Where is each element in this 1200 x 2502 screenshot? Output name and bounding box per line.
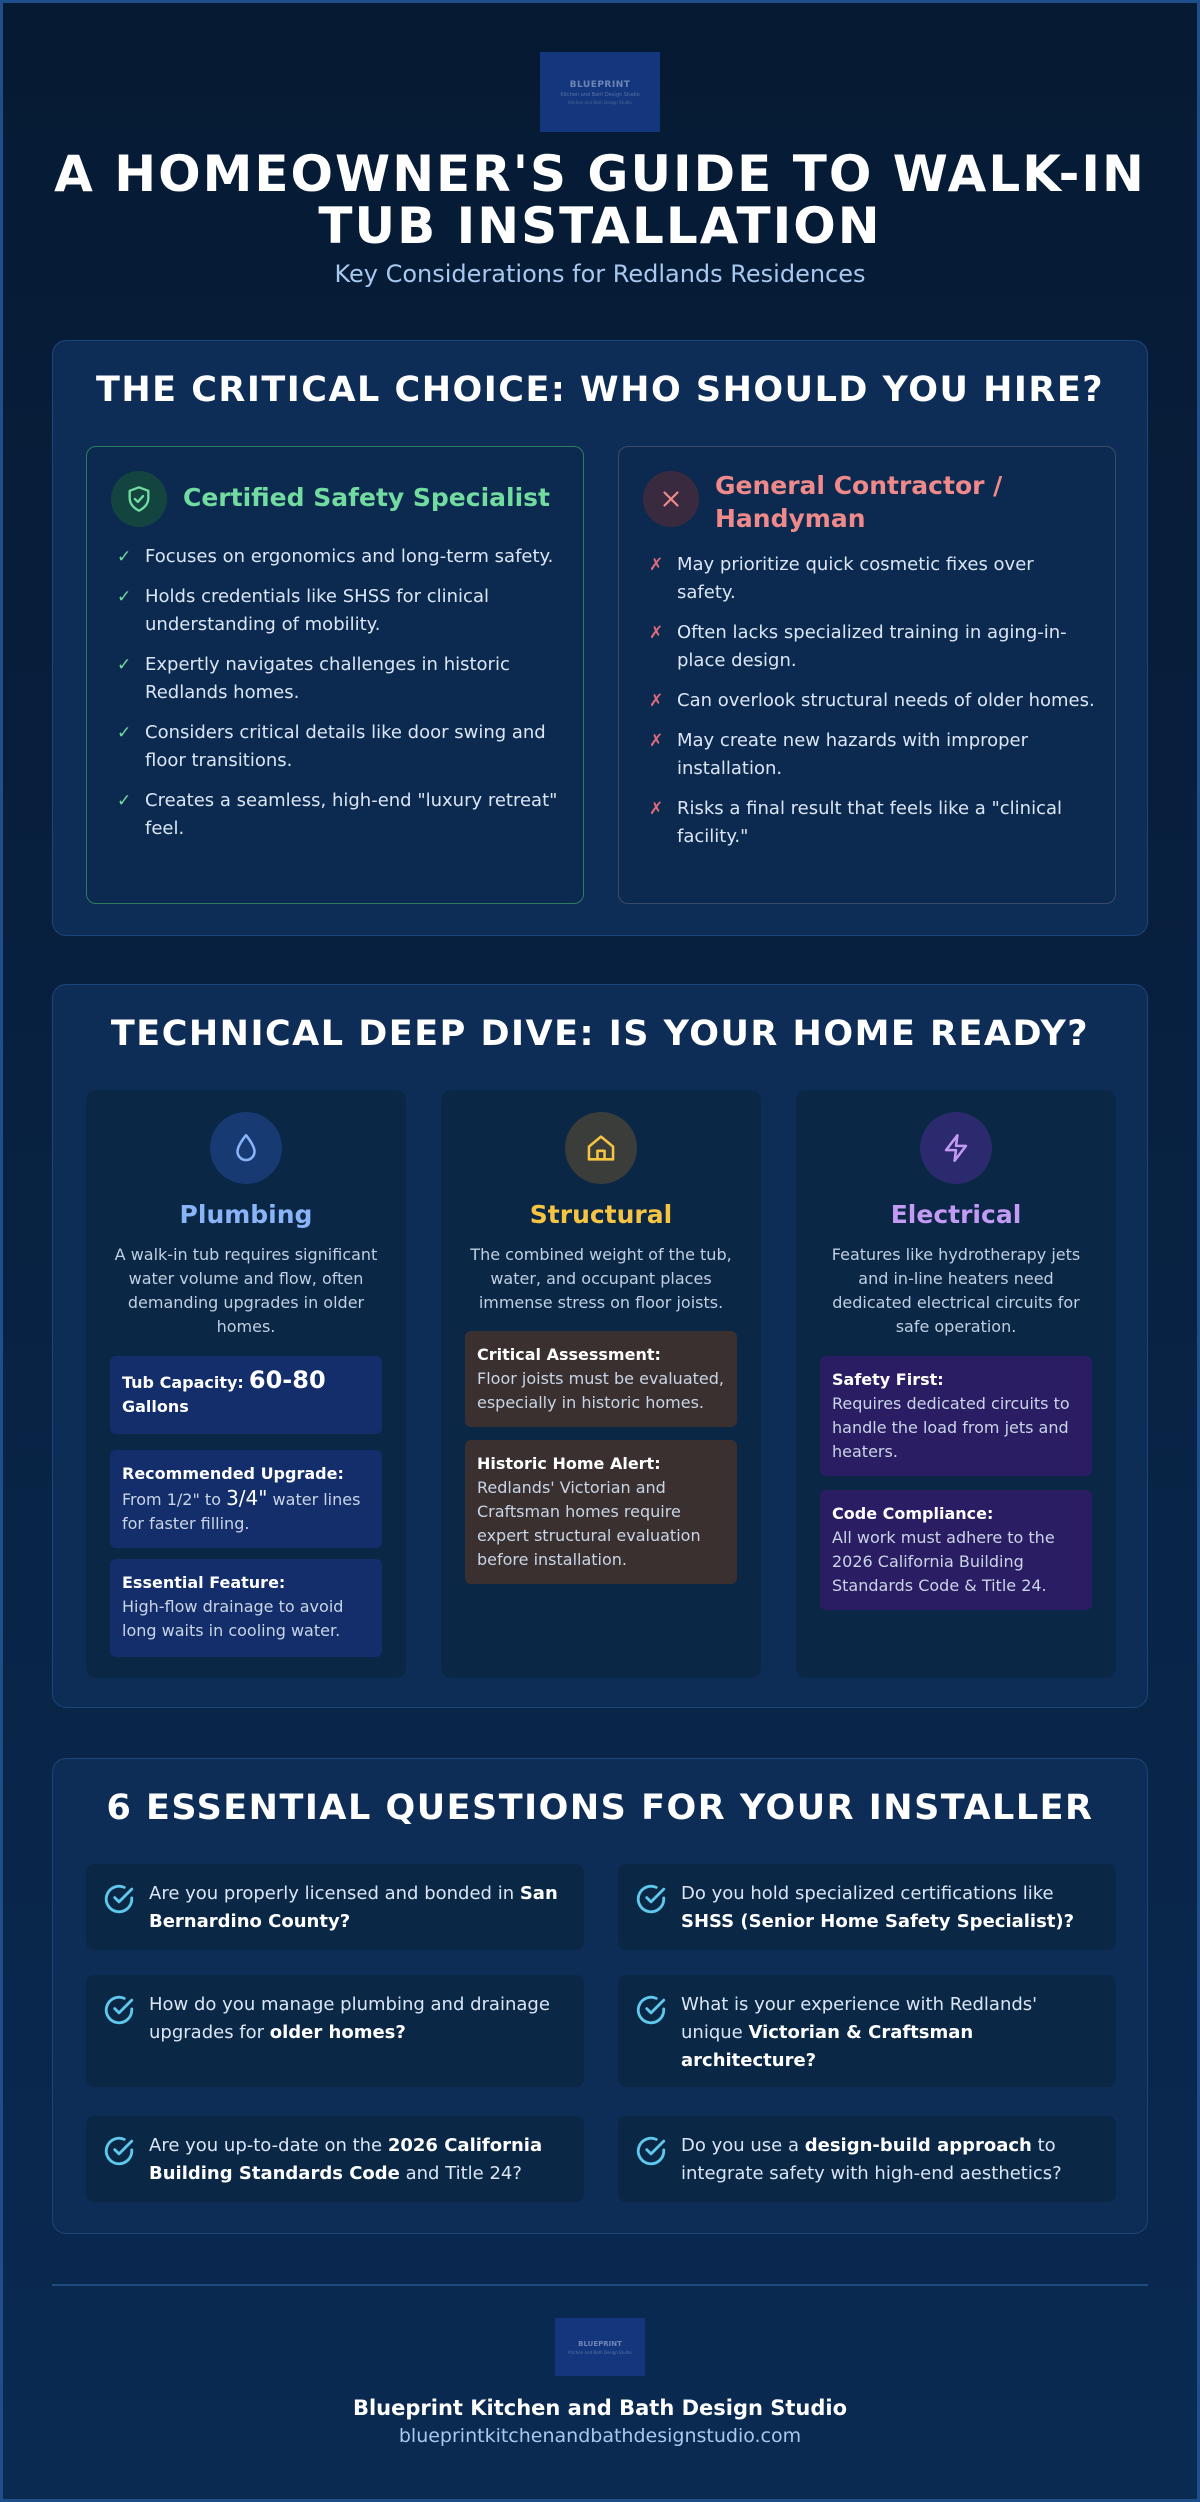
footer-logo (555, 2318, 645, 2376)
safety-first-label: Safety First: (832, 1370, 944, 1389)
company-website-link[interactable]: blueprintkitchenandbathdesignstudio.com (398, 2425, 802, 2447)
company-logo (540, 52, 660, 132)
check-circle-icon (634, 2134, 668, 2168)
cross-mark-icon: ✗ (649, 731, 664, 751)
list-item: ✗ Can overlook structural needs of older homes. (649, 687, 1095, 715)
tub-capacity-box (110, 1356, 382, 1434)
plumbing-description: A walk-in tub requires significant water volume and flow, often demanding upgrades in older homes. (114, 1245, 378, 1336)
list-item: ✗ Often lacks specialized training in aging-in-place design. (649, 619, 1095, 675)
essential-feature-text: High-flow drainage to avoid long waits in cooling water. (122, 1597, 344, 1640)
question-card (86, 2116, 584, 2202)
question-text: Are you properly licensed and bonded in San Bernardino County? (149, 1883, 558, 1932)
historic-home-alert-box (465, 1440, 737, 1584)
cross-mark-icon: ✗ (649, 799, 664, 819)
historic-home-alert-text: Redlands' Victorian and Craftsman homes require expert structural evaluation before installation. (477, 1478, 701, 1569)
list-item: ✗ May prioritize quick cosmetic fixes over safety. (649, 551, 1095, 607)
critical-assessment-text: Floor joists must be evaluated, especially in historic homes. (477, 1369, 724, 1412)
hire-section (52, 340, 1148, 936)
questions-section-title: 6 ESSENTIAL QUESTIONS FOR YOUR INSTALLER (106, 1788, 1094, 1828)
recommended-upgrade-box (110, 1450, 382, 1548)
list-item: ✓ Focuses on ergonomics and long-term safety. (117, 543, 563, 571)
water-drop-icon (210, 1112, 282, 1184)
code-compliance-text: All work must adhere to the 2026 California Building Standards Code & Title 24. (832, 1528, 1055, 1595)
tub-capacity-unit: Gallons (122, 1397, 189, 1416)
lightning-bolt-icon (920, 1112, 992, 1184)
certified-specialist-card (86, 446, 584, 904)
code-compliance-label: Code Compliance: (832, 1504, 994, 1523)
questions-section (52, 1758, 1148, 2234)
list-item: ✓ Holds credentials like SHSS for clinical understanding of mobility. (117, 583, 563, 639)
code-compliance-box (820, 1490, 1092, 1610)
plumbing-card (86, 1090, 406, 1678)
technical-section-title: TECHNICAL DEEP DIVE: IS YOUR HOME READY? (110, 1014, 1090, 1054)
list-item: ✓ Creates a seamless, high-end "luxury retreat" feel. (117, 787, 563, 843)
question-card (618, 2116, 1116, 2202)
check-mark-icon: ✓ (117, 587, 132, 607)
cross-mark-icon: ✗ (649, 555, 664, 575)
safety-first-text: Requires dedicated circuits to handle the load from jets and heaters. (832, 1394, 1070, 1461)
tub-capacity-label: Tub Capacity: (122, 1373, 244, 1392)
critical-assessment-label: Critical Assessment: (477, 1345, 661, 1364)
electrical-description: Features like hydrotherapy jets and in-line heaters need dedicated electrical circuits for safe operation. (831, 1245, 1081, 1336)
company-name: Blueprint Kitchen and Bath Design Studio (352, 2396, 848, 2420)
title-line-1: A HOMEOWNER'S GUIDE TO WALK-IN (54, 145, 1146, 203)
question-text: How do you manage plumbing and drainage upgrades for older homes? (149, 1994, 550, 2043)
logo-text: BLUEPRINT (569, 79, 631, 90)
check-mark-icon: ✓ (117, 547, 132, 567)
specialist-benefits-list (117, 543, 563, 855)
structural-heading: Structural (529, 1200, 673, 1229)
technical-section (52, 984, 1148, 1708)
question-text: Do you use a design-build approach to integrate safety with high-end aesthetics? (681, 2135, 1062, 2184)
check-circle-icon (634, 1993, 668, 2027)
title-line-2: TUB INSTALLATION (318, 197, 882, 255)
structural-card (441, 1090, 761, 1678)
recommended-upgrade-post: water lines for faster filling. (122, 1490, 361, 1533)
question-text: Are you up-to-date on the 2026 California Building Standards Code and Title 24? (149, 2135, 543, 2184)
footer-logo-subtext: Kitchen and Bath Design Studio (568, 2349, 632, 2355)
page-subtitle: Key Considerations for Redlands Residences (334, 260, 866, 288)
footer-logo-text: BLUEPRINT (578, 2339, 622, 2348)
shield-check-icon (111, 471, 167, 527)
list-item: ✗ May create new hazards with improper installation. (649, 727, 1095, 783)
structural-description: The combined weight of the tub, water, and occupant places immense stress on floor joists. (470, 1245, 732, 1312)
check-mark-icon: ✓ (117, 723, 132, 743)
cross-mark-icon: ✗ (649, 623, 664, 643)
essential-feature-box (110, 1559, 382, 1657)
list-item: ✓ Expertly navigates challenges in historic Redlands homes. (117, 651, 563, 707)
safety-first-box (820, 1356, 1092, 1476)
general-contractor-card (618, 446, 1116, 904)
question-card (618, 1864, 1116, 1950)
recommended-upgrade-label: Recommended Upgrade: (122, 1464, 344, 1483)
question-card (86, 1864, 584, 1950)
plumbing-heading: Plumbing (179, 1200, 313, 1229)
x-icon (643, 471, 699, 527)
tub-capacity-value: 60-80 (248, 1366, 326, 1394)
logo-small-text: Kitchen and Bath Design Studio (568, 99, 632, 105)
electrical-card (796, 1090, 1116, 1678)
footer-divider (52, 2284, 1148, 2286)
house-icon (565, 1112, 637, 1184)
recommended-upgrade-size: 3/4" (226, 1486, 268, 1510)
electrical-heading: Electrical (890, 1200, 1022, 1229)
check-circle-icon (102, 1882, 136, 1916)
question-card (86, 1975, 584, 2087)
check-circle-icon (634, 1882, 668, 1916)
check-circle-icon (102, 1993, 136, 2027)
check-mark-icon: ✓ (117, 655, 132, 675)
question-card (618, 1975, 1116, 2087)
check-mark-icon: ✓ (117, 791, 132, 811)
question-text: Do you hold specialized certifications like SHSS (Senior Home Safety Specialist)? (681, 1883, 1075, 1932)
question-text: What is your experience with Redlands' unique Victorian & Craftsman architecture? (681, 1994, 1038, 2071)
certified-specialist-heading: Certified Safety Specialist (183, 483, 550, 512)
hire-section-title: THE CRITICAL CHOICE: WHO SHOULD YOU HIRE? (95, 370, 1105, 410)
logo-subtext: Kitchen and Bath Design Studio (560, 91, 640, 98)
cross-mark-icon: ✗ (649, 691, 664, 711)
historic-home-alert-label: Historic Home Alert: (477, 1454, 661, 1473)
general-contractor-heading: General Contractor / Handyman (715, 471, 1003, 533)
list-item: ✗ Risks a final result that feels like a "clinical facility." (649, 795, 1095, 851)
list-item: ✓ Considers critical details like door swing and floor transitions. (117, 719, 563, 775)
recommended-upgrade-pre: From 1/2" to (122, 1490, 227, 1509)
critical-assessment-box (465, 1331, 737, 1427)
check-circle-icon (102, 2134, 136, 2168)
contractor-risks-list (649, 551, 1095, 863)
essential-feature-label: Essential Feature: (122, 1573, 286, 1592)
page-title (40, 145, 1160, 255)
